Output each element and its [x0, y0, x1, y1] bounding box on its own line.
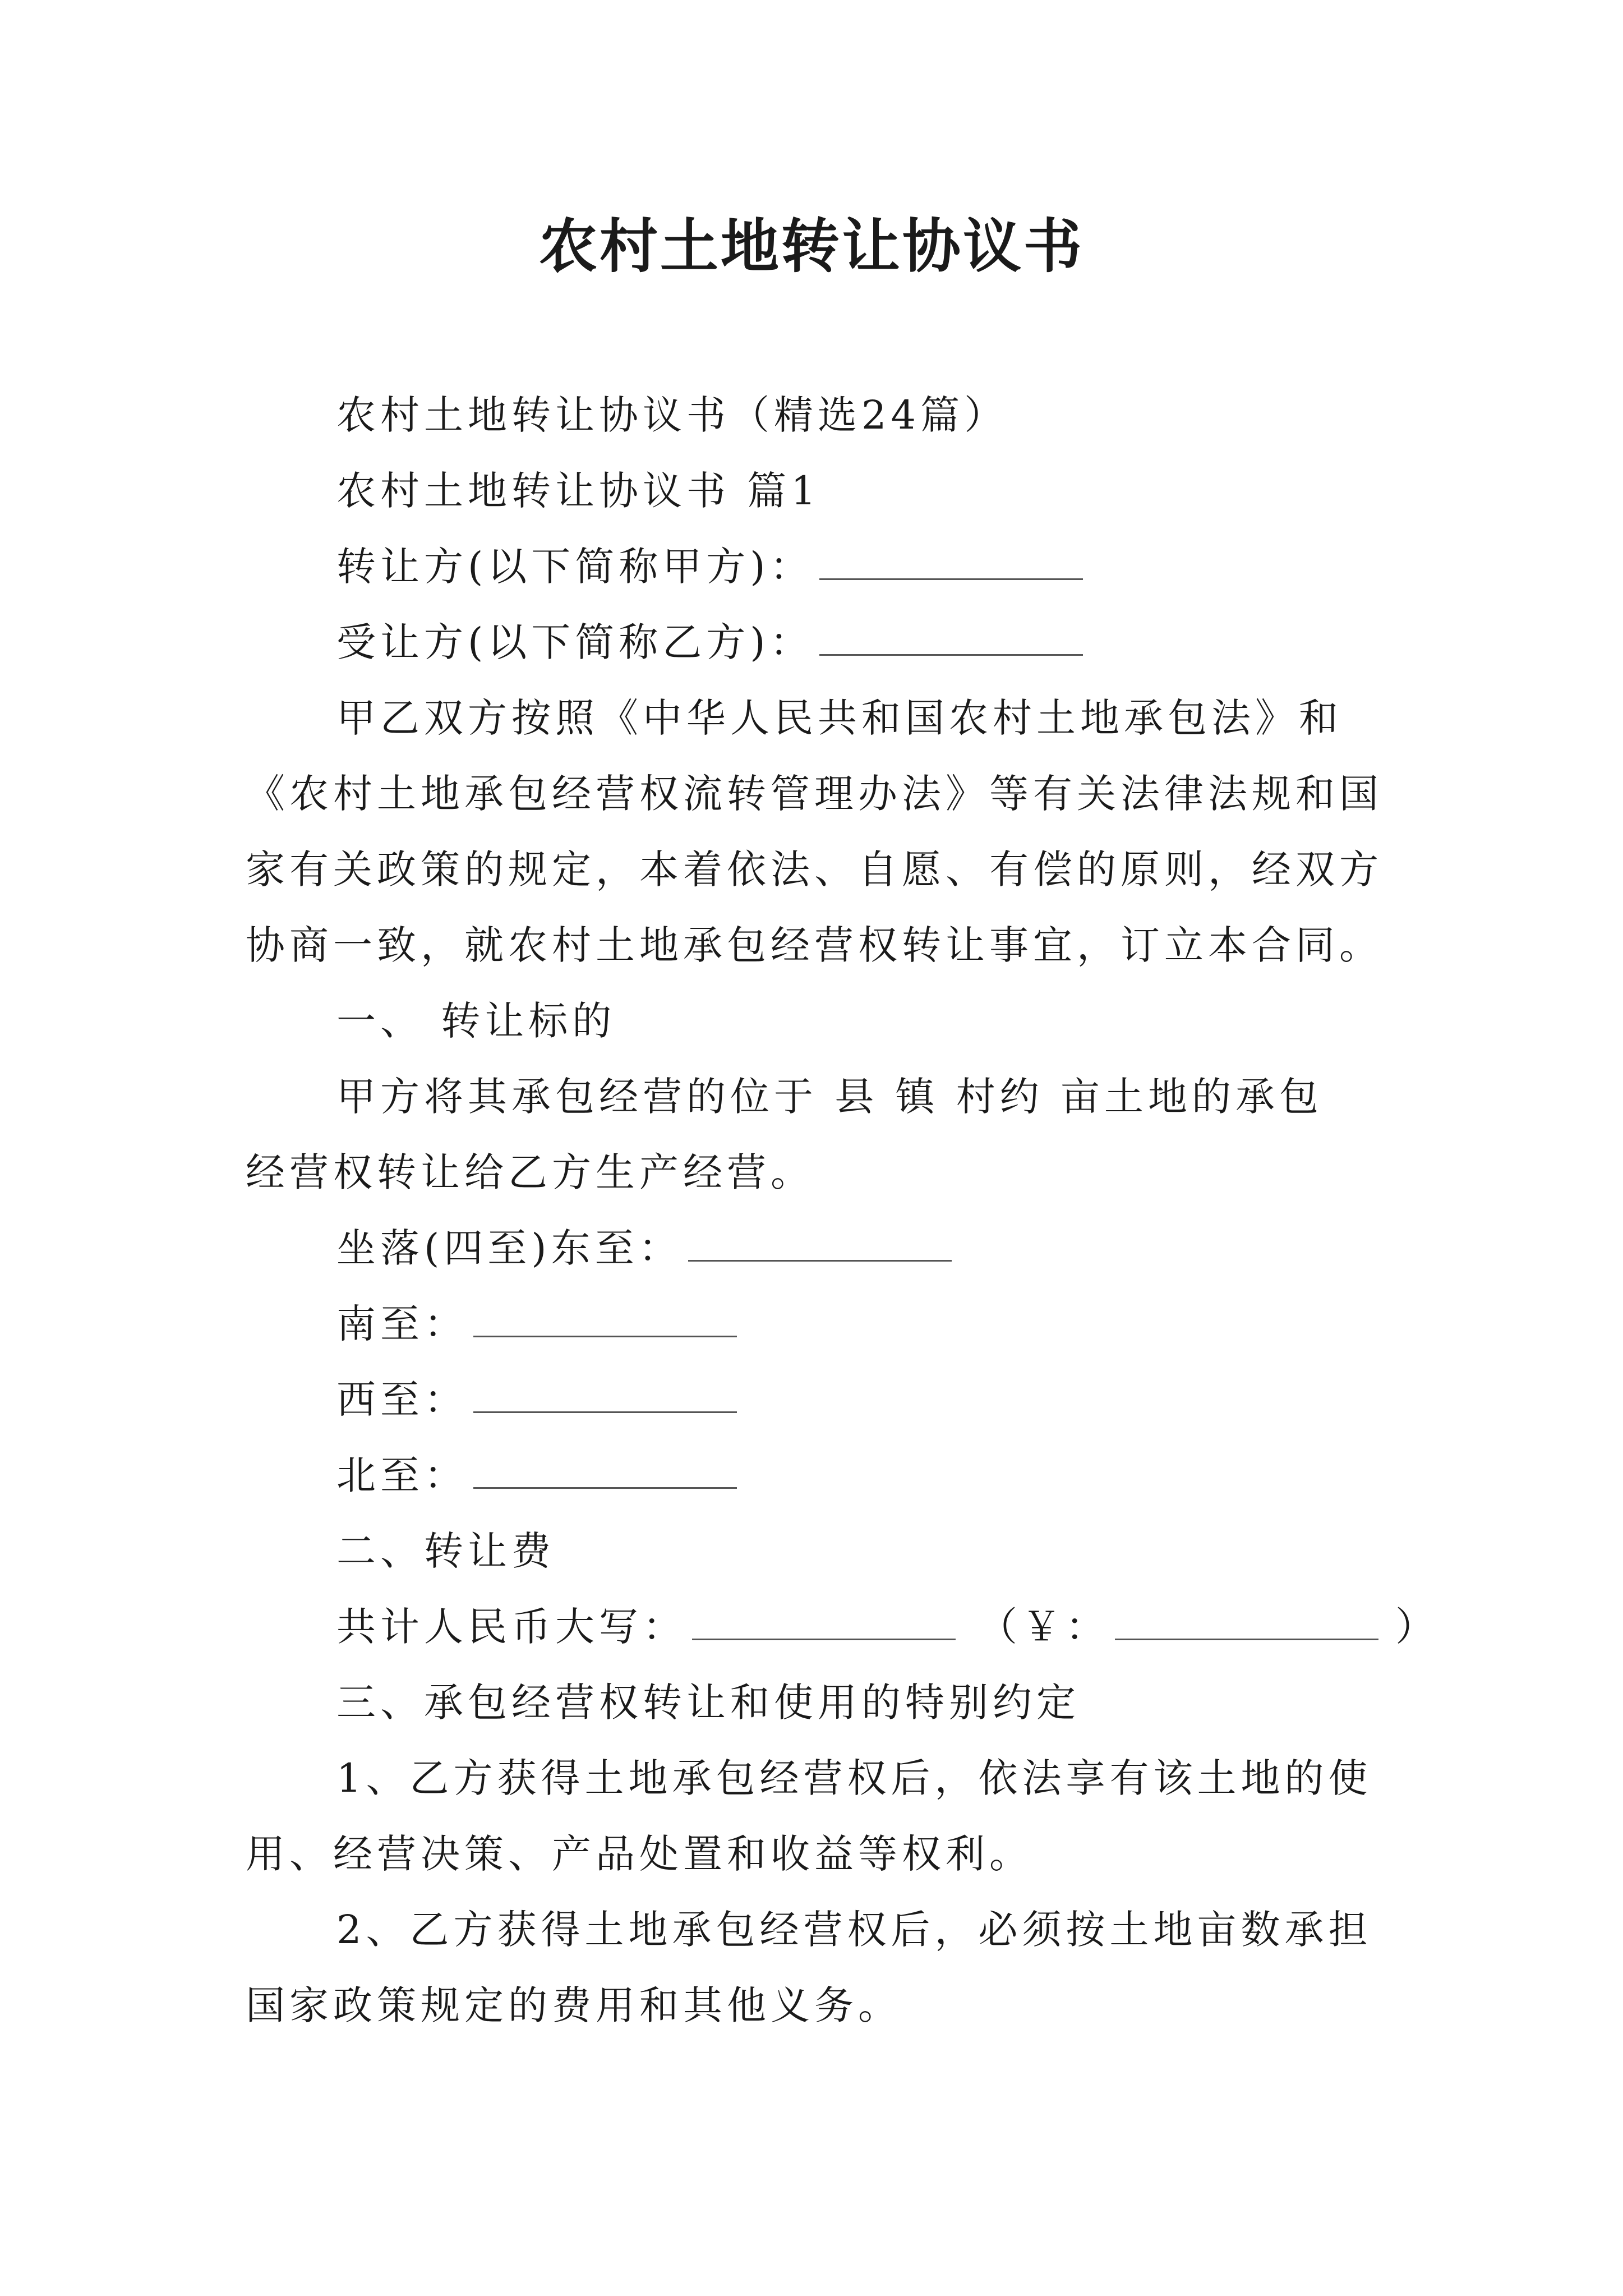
- north-boundary-line: [336, 1452, 737, 1498]
- intro-line-3: 家有关政策的规定，本着依法、自愿、有偿的原则，经双方: [246, 846, 1383, 892]
- section3-heading: 三、承包经营权转让和使用的特别约定: [336, 1680, 1080, 1726]
- west-boundary-line: [336, 1377, 737, 1423]
- fee-line: [336, 1604, 1439, 1650]
- east-boundary-blank: [688, 1257, 952, 1262]
- party-a-line: [336, 544, 1083, 590]
- west-boundary-label: 西至：: [336, 1377, 468, 1423]
- document-subtitle: 农村土地转让协议书（精选24篇）: [336, 392, 1008, 438]
- south-boundary-blank: [473, 1332, 737, 1337]
- north-boundary-label: 北至：: [336, 1452, 468, 1498]
- clause1-line-2: 用、经营决策、产品处置和收益等权利。: [246, 1831, 1033, 1877]
- east-boundary-line: [336, 1225, 952, 1271]
- east-boundary-label: 坐落(四至)东至：: [336, 1225, 683, 1271]
- south-boundary-line: [336, 1301, 737, 1347]
- party-a-blank: [819, 575, 1083, 580]
- article-heading: 农村土地转让协议书 篇1: [336, 468, 820, 514]
- clause2-line-2: 国家政策规定的费用和其他义务。: [246, 1982, 902, 2028]
- fee-close: ）: [1395, 1604, 1439, 1650]
- intro-line-2: 《农村土地承包经营权流转管理办法》等有关法律法规和国: [246, 771, 1383, 817]
- fee-yen-open: （￥：: [978, 1604, 1109, 1650]
- section1-line-1: 甲方将其承包经营的位于 县 镇 村约 亩土地的承包: [336, 1074, 1324, 1120]
- fee-words-blank: [692, 1635, 956, 1640]
- section2-heading: 二、转让费: [336, 1528, 555, 1574]
- intro-line-1: 甲乙双方按照《中华人民共和国农村土地承包法》和: [336, 695, 1343, 741]
- party-b-line: [336, 619, 1083, 665]
- clause2-line-1: 2、乙方获得土地承包经营权后，必须按土地亩数承担: [336, 1907, 1372, 1953]
- fee-yen-blank: [1115, 1635, 1378, 1640]
- clause1-line-1: 1、乙方获得土地承包经营权后，依法享有该土地的使: [336, 1755, 1372, 1801]
- fee-label: 共计人民币大写：: [336, 1604, 686, 1650]
- document-title: 农村土地转让协议书: [538, 212, 1084, 280]
- section1-line-2: 经营权转让给乙方生产经营。: [246, 1149, 814, 1195]
- south-boundary-label: 南至：: [336, 1301, 468, 1347]
- party-b-label: 受让方(以下简称乙方)：: [336, 619, 814, 665]
- party-a-label: 转让方(以下简称甲方)：: [336, 544, 814, 590]
- party-b-blank: [819, 651, 1083, 656]
- section1-heading: 一、 转让标的: [336, 998, 616, 1044]
- north-boundary-blank: [473, 1484, 737, 1489]
- intro-line-4: 协商一致，就农村土地承包经营权转让事宜，订立本合同。: [246, 922, 1383, 968]
- west-boundary-blank: [473, 1408, 737, 1413]
